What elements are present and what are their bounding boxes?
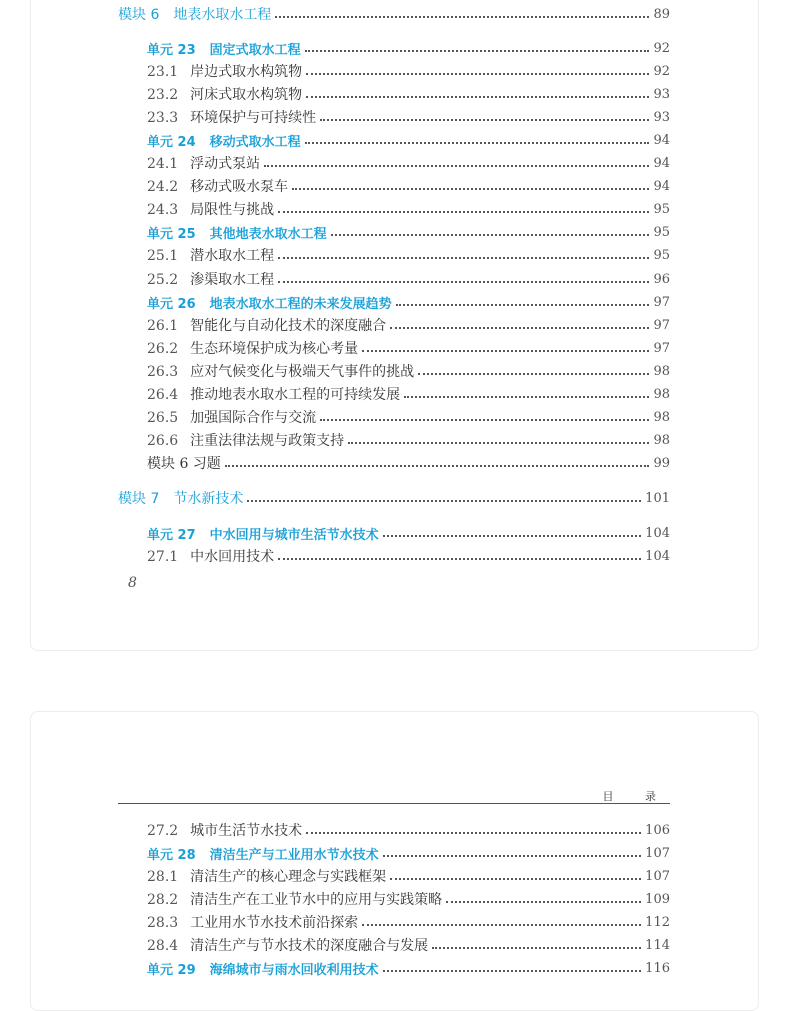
toc-entry-page: 116 [645,960,670,976]
toc-entry-page: 98 [653,409,670,425]
toc-entry-title: 地表水取水工程 [173,7,272,23]
toc-entry-title: 中水回用技术 [190,549,275,565]
toc-entry-number: 26.5 [147,410,179,426]
dot-leader [305,142,650,144]
dot-leader [432,947,641,949]
toc-entry[interactable] [147,889,670,909]
toc-entry[interactable] [147,38,670,58]
toc-entry-title: 智能化与自动化技术的深度融合 [190,318,387,334]
dot-leader [446,901,641,903]
toc-entry-title: 移动式取水工程 [209,134,301,150]
toc-entry-title: 清洁生产在工业节水中的应用与实践策略 [190,892,443,908]
toc-entry-title: 推动地表水取水工程的可持续发展 [190,387,401,403]
toc-entry-number: 单元 23 [147,42,196,58]
toc-entry-number: 单元 29 [147,962,196,978]
toc-entry-page: 92 [653,63,670,79]
toc-entry-title: 加强国际合作与交流 [190,410,317,426]
toc-entry-title: 清洁生产的核心理念与实践框架 [190,869,387,885]
dot-leader [362,350,649,352]
toc-entry-title: 中水回用与城市生活节水技术 [209,527,379,543]
toc-entry-number: 单元 24 [147,134,196,150]
toc-entry-page: 109 [645,891,670,907]
toc-entry-page: 92 [653,40,670,56]
dot-leader [225,465,650,467]
toc-entry[interactable] [147,61,670,81]
toc-entry-number: 28.4 [147,938,179,954]
dot-leader [383,855,642,857]
toc-entry-title: 注重法律法规与政策支持 [190,433,345,449]
toc-entry-title: 浮动式泵站 [190,156,261,172]
toc-entry-page: 99 [653,455,670,471]
toc-entry-title: 海绵城市与雨水回收利用技术 [209,962,379,978]
toc-entry-page: 89 [653,6,670,22]
toc-entry-number: 单元 28 [147,847,196,863]
toc-entry[interactable] [147,222,670,242]
dot-leader [264,165,649,167]
dot-leader [306,73,649,75]
toc-entry-number: 24.1 [147,156,179,172]
toc-entry-number: 26.2 [147,341,179,357]
dot-leader [320,419,649,421]
toc-entry-number: 27.2 [147,823,179,839]
toc-entry-page: 101 [645,490,670,506]
toc-entry-number: 单元 27 [147,527,196,543]
toc-entry-title: 固定式取水工程 [209,42,301,58]
toc-entry-title: 模块 6 习题 [147,456,221,472]
toc-entry-title: 城市生活节水技术 [190,823,303,839]
toc-entry-number: 28.3 [147,915,179,931]
page-number: 8 [128,575,137,591]
toc-entry[interactable] [147,430,670,450]
dot-leader [292,188,649,190]
toc-entry-title: 渗渠取水工程 [190,272,275,288]
toc-entry-number: 27.1 [147,549,179,565]
toc-entry-page: 98 [653,386,670,402]
toc-entry[interactable] [147,315,670,335]
toc-entry-number: 28.1 [147,869,179,885]
dot-leader [331,234,650,236]
toc-entry-page: 95 [653,247,670,263]
toc-entry[interactable] [118,488,670,508]
dot-leader [306,832,641,834]
toc-entry[interactable] [147,107,670,127]
toc-entry-number: 28.2 [147,892,179,908]
toc-entry-page: 97 [653,340,670,356]
toc-entry-title: 潜水取水工程 [190,248,275,264]
toc-entry-page: 95 [653,201,670,217]
dot-leader [383,535,642,537]
toc-entry[interactable] [147,176,670,196]
toc-entry-page: 94 [653,155,670,171]
toc-entry-number: 24.3 [147,202,179,218]
toc-entry-number: 24.2 [147,179,179,195]
toc-entry[interactable] [147,153,670,173]
dot-leader [278,558,641,560]
dot-leader [362,924,641,926]
toc-entry[interactable] [147,935,670,955]
running-head: 目 录 [602,790,670,803]
dot-leader [418,373,649,375]
toc-entry-number: 23.1 [147,64,179,80]
toc-entry[interactable] [147,292,670,312]
toc-entry-page: 104 [645,548,670,564]
toc-entry[interactable] [147,912,670,932]
dot-leader [306,96,649,98]
toc-entry[interactable] [147,407,670,427]
toc-entry-page: 107 [645,845,670,861]
toc-entry[interactable] [147,820,670,840]
dot-leader [278,257,649,259]
toc-entry-title: 环境保护与可持续性 [190,110,317,126]
toc-entry-page: 96 [653,271,670,287]
dot-leader [390,327,649,329]
toc-entry-number: 26.3 [147,364,179,380]
toc-entry-number: 26.1 [147,318,179,334]
toc-entry[interactable] [147,338,670,358]
toc-entry-number: 模块 6 [118,7,160,23]
toc-entry[interactable] [147,843,670,863]
toc-entry-page: 97 [653,294,670,310]
toc-entry-title: 节水新技术 [173,491,244,507]
dot-leader [305,50,650,52]
toc-entry-title: 应对气候变化与极端天气事件的挑战 [190,364,415,380]
toc-entry-page: 97 [653,317,670,333]
toc-entry-title: 河床式取水构筑物 [190,87,303,103]
toc-entry-number: 模块 7 [118,491,160,507]
toc-entry-number: 25.1 [147,248,179,264]
toc-entry[interactable] [147,546,670,566]
toc-entry-page: 95 [653,224,670,240]
toc-entry-page: 98 [653,432,670,448]
dot-leader [278,281,649,283]
toc-entry[interactable] [147,361,670,381]
toc-entry-page: 94 [653,178,670,194]
toc-entry[interactable] [147,84,670,104]
dot-leader [383,970,642,972]
toc-entry-title: 地表水取水工程的未来发展趋势 [209,296,392,312]
dot-leader [404,396,649,398]
toc-entry[interactable] [147,958,670,978]
dot-leader [247,500,641,502]
toc-entry[interactable] [147,523,670,543]
dot-leader [348,442,649,444]
toc-entry-page: 106 [645,822,670,838]
toc-entry-page: 107 [645,868,670,884]
toc-entry-title: 移动式吸水泵车 [190,179,289,195]
toc-entry[interactable] [147,453,670,473]
toc-entry-page: 93 [653,109,670,125]
toc-entry-number: 单元 26 [147,296,196,312]
toc-entry-page: 93 [653,86,670,102]
toc-entry-title: 其他地表水取水工程 [209,226,327,242]
toc-entry[interactable] [147,269,670,289]
dot-leader [278,211,649,213]
toc-entry-title: 工业用水节水技术前沿探索 [190,915,359,931]
toc-entry-number: 25.2 [147,272,179,288]
toc-entry-page: 104 [645,525,670,541]
toc-entry-number: 单元 25 [147,226,196,242]
toc-entry-page: 112 [645,914,670,930]
toc-entry[interactable] [147,866,670,886]
toc-entry[interactable] [147,384,670,404]
toc-entry[interactable] [147,130,670,150]
toc-entry-page: 114 [645,937,670,953]
dot-leader [390,878,641,880]
dot-leader [396,304,650,306]
toc-entry-number: 23.2 [147,87,179,103]
toc-entry-number: 26.6 [147,433,179,449]
toc-entry-page: 94 [653,132,670,148]
toc-entry-title: 清洁生产与工业用水节水技术 [209,847,379,863]
toc-entry[interactable] [147,199,670,219]
dot-leader [275,16,649,18]
toc-entry-title: 局限性与挑战 [190,202,275,218]
toc-entry-number: 23.3 [147,110,179,126]
toc-entry[interactable] [147,245,670,265]
dot-leader [320,119,649,121]
toc-entry-title: 生态环境保护成为核心考量 [190,341,359,357]
toc-entry-title: 岸边式取水构筑物 [190,64,303,80]
toc-entry-page: 98 [653,363,670,379]
header-rule [118,803,670,804]
toc-entry[interactable] [118,4,670,24]
toc-entry-number: 26.4 [147,387,179,403]
toc-entry-title: 清洁生产与节水技术的深度融合与发展 [190,938,429,954]
